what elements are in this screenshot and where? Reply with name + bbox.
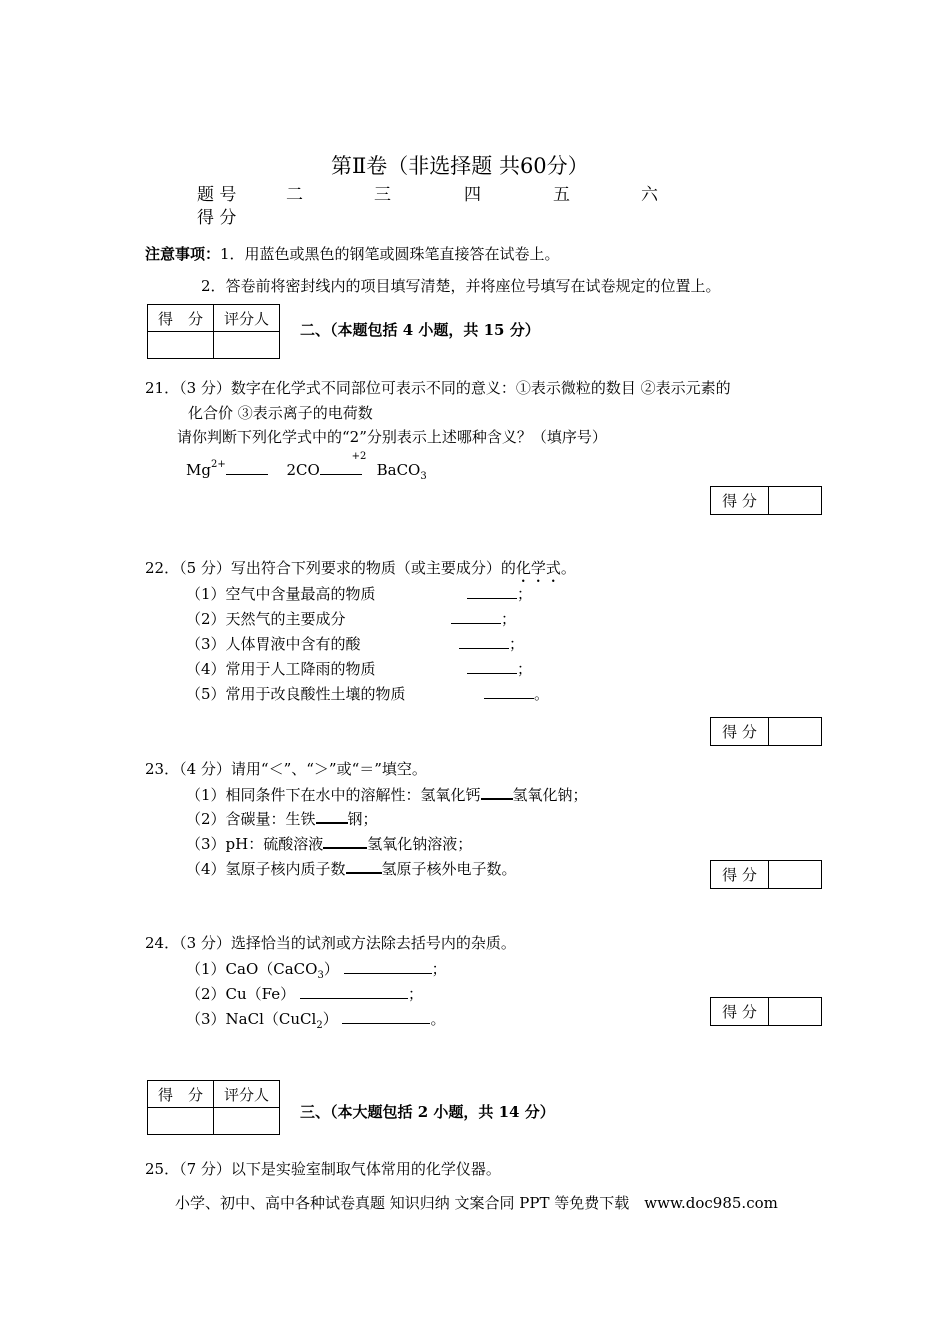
q21-line-1: 21．（3 分）数字在化学式不同部位可表示不同的意义：①表示微粒的数目 ②表示元素的 [145,379,731,397]
section3-score-input[interactable] [148,1108,214,1135]
q21-formulas [186,451,427,482]
q22-blank-1[interactable] [467,584,517,599]
q21-score-label: 得 分 [711,487,769,515]
q22-score-label: 得 分 [711,718,769,746]
q22-intro: 22．（5 分）写出符合下列要求的物质（或主要成分）的 [145,559,516,577]
grader-cell-label: 评分人 [214,305,280,332]
q23-item-1: （1）相同条件下在水中的溶解性：氢氧化钙 氢氧化钠； [186,786,588,804]
notes-item-2: 2．答卷前将密封线内的项目填写清楚，并将座位号填写在试卷规定的位置上。 [201,277,721,295]
formula-baco3-base: BaCO [376,461,421,479]
q25-line-1: 25．（7 分）以下是实验室制取气体常用的化学仪器。 [145,1160,501,1178]
q24-item-1: （1）CaO（CaCO$_3$） ； [186,960,447,981]
score-col-2: 二 [286,185,303,205]
q24-line-1: 24．（3 分）选择恰当的试剂或方法除去括号内的杂质。 [145,934,516,952]
q23-item-2: （2）含碳量：生铁 钢； [186,810,378,828]
q22-end: 。 [560,559,576,577]
score-col-6: 六 [641,185,658,205]
section3-heading: 三、（本大题包括 2 小题，共 14 分） [300,1103,555,1121]
footer-text: 小学、初中、高中各种试卷真题 知识归纳 文案合同 PPT 等免费下载 www.doc985.com [175,1194,778,1212]
q24-blank-2[interactable] [300,984,408,999]
q23-item-3: （3）pH：硫酸溶液 氢氧化钠溶液； [186,835,473,853]
q22-answer-5: 。 [484,683,549,704]
section2-heading: 二、（本题包括 4 小题，共 15 分） [300,321,540,339]
q22-emphasis: 化学式 [515,559,561,577]
formula-baco3-sub: 3 [420,471,427,482]
q24-item-2: （2）Cu（Fe） ； [186,985,423,1003]
q23-blank-4[interactable] [346,858,382,874]
score-col-5: 五 [553,185,570,205]
q22-item-2: （2）天然气的主要成分 [186,610,346,628]
q24-blank-1[interactable] [344,959,432,974]
score-col-4: 四 [464,185,481,205]
q23-item-4: （4）氢原子核内质子数 氢原子核外电子数。 [186,860,517,878]
q22-item-4: （4）常用于人工降雨的物质 [186,660,376,678]
q22-item-3: （3）人体胃液中含有的酸 [186,635,361,653]
q21-blank-2[interactable] [320,460,362,475]
formula-mg-charge: 2+ [210,459,226,470]
section3-score-table [147,1080,280,1135]
q23-score-input[interactable] [769,861,822,889]
q23-score-label: 得 分 [711,861,769,889]
q22-blank-4[interactable] [467,659,517,674]
q22-score-input[interactable] [769,718,822,746]
q21-line-3: 请你判断下列化学式中的“2”分别表示上述哪种含义？（填序号） [177,428,607,446]
score-cell-input[interactable] [148,332,214,359]
q24-item-3: （3）NaCl（CuCl$_2$） 。 [186,1010,446,1031]
q22-line-1 [145,557,576,586]
q23-blank-2[interactable] [316,808,348,824]
q23-line-1: 23．（4 分）请用“＜”、“＞”或“＝”填空。 [145,760,427,778]
q24-score-label: 得 分 [711,998,769,1026]
grader-cell-input[interactable] [214,332,280,359]
notes-label: 注意事项： [145,245,221,263]
q24-blank-3[interactable] [342,1009,430,1024]
q22-answer-4: ； [467,658,532,679]
q22-blank-5[interactable] [484,684,534,699]
q22-answer-1: ； [467,583,532,604]
q24-score-box [710,997,822,1026]
paper-title: 第Ⅱ卷（非选择题 共60分） [331,154,589,178]
q21-score-input[interactable] [769,487,822,515]
section3-score-label: 得 分 [148,1081,214,1108]
formula-2co: 2CO [286,461,320,479]
q22-item-1: （1）空气中含量最高的物质 [186,585,376,603]
formula-mg-base: Mg [186,461,211,479]
q22-blank-2[interactable] [451,609,501,624]
q22-item-5: （5）常用于改良酸性土壤的物质 [186,685,406,703]
q21-blank-1[interactable] [226,460,268,475]
section3-grader-label: 评分人 [214,1081,280,1108]
score-row-label: 得 分 [197,208,237,228]
score-header-row-label: 题 号 [197,185,237,205]
q22-score-box [710,717,822,746]
q22-answer-3: ； [459,633,524,654]
q23-blank-3[interactable] [323,833,367,849]
q21-score-box [710,486,822,515]
formula-ba-valence: +2 [351,451,367,462]
q23-blank-1[interactable] [481,784,513,800]
section3-grader-input[interactable] [214,1108,280,1135]
notes-item-1: 1．用蓝色或黑色的钢笔或圆珠笔直接答在试卷上。 [220,245,560,263]
q23-score-box [710,860,822,889]
q21-line-2: 化合价 ③表示离子的电荷数 [188,404,373,422]
score-col-3: 三 [374,185,391,205]
notes-line-1 [145,243,560,264]
score-cell-label: 得 分 [148,305,214,332]
q24-score-input[interactable] [769,998,822,1026]
q22-blank-3[interactable] [459,634,509,649]
q22-answer-2: ； [451,608,516,629]
section2-score-table [147,304,280,359]
